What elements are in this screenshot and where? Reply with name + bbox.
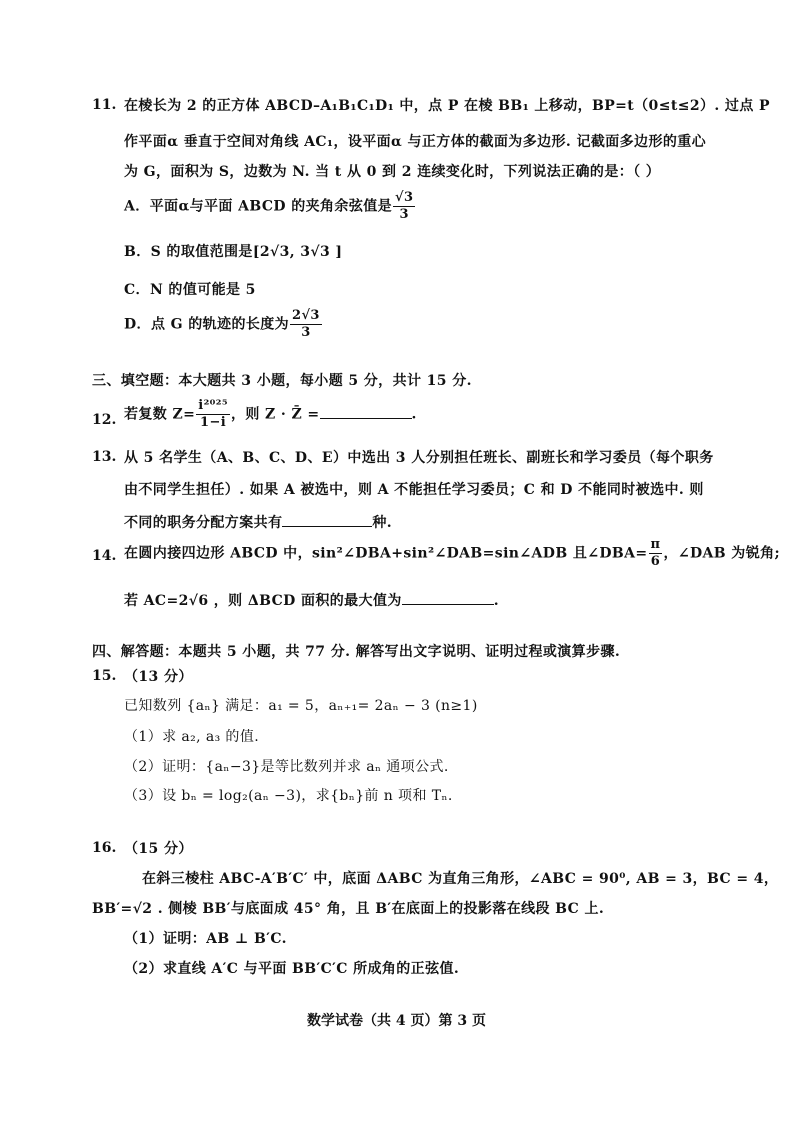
- q13-line3-post: 种.: [372, 515, 393, 531]
- q11-option-a-text: A．平面α与平面 ABCD 的夹角余弦值是: [124, 198, 393, 215]
- q14-fraction: [649, 537, 663, 570]
- section-3-heading: 三、填空题：本大题共 3 小题，每小题 5 分，共计 15 分.: [92, 373, 472, 389]
- q16-score: （15 分）: [124, 841, 193, 857]
- q13-line3-pre: 不同的职务分配方案共有: [124, 515, 283, 531]
- q12-number: 12.: [92, 412, 117, 428]
- q11-option-d: [124, 308, 323, 341]
- q11-option-b: B．S 的取值范围是[2√3, 3√3 ]: [124, 244, 343, 260]
- fraction-numerator: π: [650, 537, 661, 552]
- q11-line2: 作平面α 垂直于空间对角线 AC₁，设平面α 与正方体的截面为多边形. 记截面多边形的重心: [124, 134, 707, 150]
- q15-score: （13 分）: [124, 669, 193, 685]
- fraction-numerator: i²⁰²⁵: [198, 398, 228, 413]
- q12-line: [124, 398, 417, 431]
- fraction-denominator: 6: [650, 554, 661, 569]
- q14-number: 14.: [92, 548, 117, 564]
- q13-line2: 由不同学生担任）. 如果 A 被选中，则 A 不能担任学习委员；C 和 D 不能同时被选中. 则: [124, 482, 704, 498]
- q12-answer-blank[interactable]: [320, 404, 412, 419]
- q15-part-2: （2）证明：{aₙ−3}是等比数列并求 aₙ 通项公式.: [124, 759, 449, 775]
- q14-line2-pre: 若 AC=2√6 ，则 ΔBCD 面积的最大值为: [124, 593, 402, 609]
- q14-line1-pre: 在圆内接四边形 ABCD 中，sin²∠DBA+sin²∠DAB=sin∠ADB 且∠DBA=: [124, 545, 648, 562]
- q12-text-post: ，则 Z · Z̄ =: [230, 406, 320, 423]
- q14-line1: [124, 537, 780, 570]
- q14-answer-blank[interactable]: [402, 590, 494, 605]
- page-footer: 数学试卷（共 4 页）第 3 页: [307, 1013, 486, 1029]
- q12-fraction: [196, 398, 230, 431]
- q11-option-c: C．N 的值可能是 5: [124, 282, 256, 298]
- fraction-denominator: 3: [301, 325, 311, 340]
- q11-option-a: [124, 190, 416, 223]
- q12-text-pre: 若复数 Z=: [124, 406, 196, 423]
- q13-number: 13.: [92, 449, 117, 465]
- section-4-heading: 四、解答题：本题共 5 小题，共 77 分. 解答写出文字说明、证明过程或演算步骤.: [92, 644, 621, 660]
- q14-line1-post: ，∠DAB 为锐角;: [663, 545, 781, 562]
- q11-option-d-fraction: [290, 308, 322, 341]
- q11-line1: 在棱长为 2 的正方体 ABCD–A₁B₁C₁D₁ 中，点 P 在棱 BB₁ 上移动，BP=t（0≤t≤2）. 过点 P: [124, 98, 770, 114]
- q14-line2-post: .: [493, 593, 500, 609]
- q11-option-d-text: D．点 G 的轨迹的长度为: [124, 316, 290, 333]
- fraction-numerator: √3: [395, 190, 414, 205]
- q11-option-a-fraction: [393, 190, 415, 223]
- fraction-denominator: 3: [399, 207, 409, 222]
- q15-part-1: （1）求 a₂, a₃ 的值.: [124, 729, 260, 745]
- q16-part-2: （2）求直线 A′C 与平面 BB′C′C 所成角的正弦值.: [124, 961, 460, 977]
- q11-number: 11.: [92, 97, 117, 113]
- q11-line3: 为 G，面积为 S，边数为 N. 当 t 从 0 到 2 连续变化时，下列说法正确的是：（ ）: [124, 164, 661, 180]
- q16-number: 16.: [92, 840, 117, 856]
- q16-line1: 在斜三棱柱 ABC-A′B′C′ 中，底面 ΔABC 为直角三角形，∠ABC = 90⁰, AB = 3，BC = 4，: [142, 871, 779, 887]
- q15-part-3: （3）设 bₙ = log₂(aₙ −3)，求{bₙ}前 n 项和 Tₙ.: [124, 788, 453, 804]
- q16-line2: BB′=√2 . 侧棱 BB′与底面成 45° 角，且 B′在底面上的投影落在线段 BC 上.: [92, 901, 605, 917]
- fraction-numerator: 2√3: [292, 308, 320, 323]
- q15-number: 15.: [92, 668, 117, 684]
- fraction-denominator: 1−i: [200, 415, 227, 430]
- q12-text-end: .: [411, 406, 417, 423]
- q15-intro: 已知数列 {aₙ} 满足：a₁ = 5，aₙ₊₁= 2aₙ − 3 (n≥1): [124, 698, 478, 714]
- q13-line1: 从 5 名学生（A、B、C、D、E）中选出 3 人分别担任班长、副班长和学习委员（每个职务: [124, 450, 714, 466]
- q16-part-1: （1）证明：AB ⊥ B′C.: [124, 931, 287, 947]
- q14-line2: [124, 590, 499, 610]
- q13-line3: [124, 512, 392, 532]
- q13-answer-blank[interactable]: [282, 512, 372, 527]
